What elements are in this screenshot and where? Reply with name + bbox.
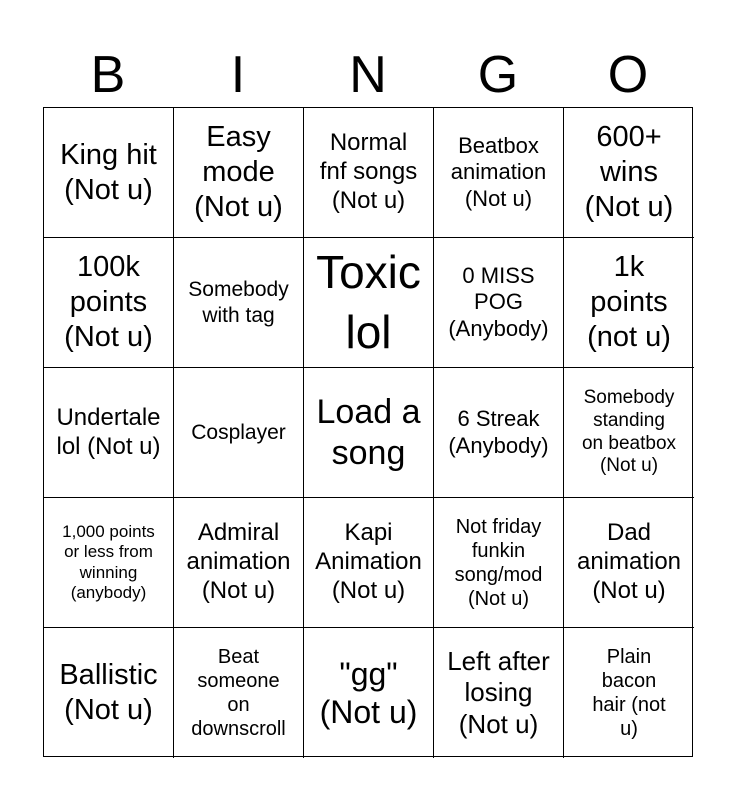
bingo-cell-r4c4[interactable] — [434, 498, 564, 628]
bingo-cell-label: Dad animation (Not u) — [576, 519, 682, 604]
bingo-cell-label: Normal fnf songs (Not u) — [319, 129, 418, 214]
bingo-cell-label: Somebody standing on beatbox (Not u) — [581, 386, 677, 477]
bingo-cell-label: 6 Streak (Anybody) — [448, 406, 549, 458]
bingo-cell-label: Somebody with tag — [188, 278, 289, 327]
bingo-cell-r2c5[interactable] — [564, 238, 694, 368]
bingo-cell-r2c1[interactable] — [44, 238, 174, 368]
bingo-header — [43, 44, 693, 106]
bingo-cell-label: Beatbox animation (Not u) — [450, 132, 547, 211]
bingo-cell-r5c4[interactable] — [434, 628, 564, 758]
bingo-cell-r3c1[interactable] — [44, 368, 174, 498]
bingo-cell-r1c2[interactable] — [174, 108, 304, 238]
bingo-cell-label: Plain bacon hair (not u) — [592, 646, 666, 740]
bingo-cell-r2c4[interactable] — [434, 238, 564, 368]
bingo-cell-label: 600+ wins (Not u) — [584, 121, 674, 223]
bingo-cell-label: Load a song — [316, 392, 421, 472]
bingo-cell-r4c5[interactable] — [564, 498, 694, 628]
bingo-cell-label: Undertale lol (Not u) — [56, 403, 161, 460]
bingo-cell-r5c5[interactable] — [564, 628, 694, 758]
bingo-cell-label: Kapi Animation (Not u) — [315, 519, 422, 604]
bingo-cell-label: 100k points (Not u) — [64, 251, 153, 353]
bingo-cell-r1c3[interactable] — [304, 108, 434, 238]
bingo-cell-r4c2[interactable] — [174, 498, 304, 628]
bingo-cell-r3c2[interactable] — [174, 368, 304, 498]
bingo-cell-label: Not friday funkin song/mod (Not u) — [454, 515, 543, 610]
bingo-cell-label: Beat someone on downscroll — [191, 646, 286, 740]
bingo-cell-label: 1,000 points or less from winning (anybody) — [62, 521, 155, 602]
bingo-cell-r4c3[interactable] — [304, 498, 434, 628]
header-letter-g: G — [477, 46, 519, 104]
bingo-grid — [43, 107, 693, 757]
bingo-cell-r1c4[interactable] — [434, 108, 564, 238]
bingo-cell-r2c3[interactable] — [304, 238, 434, 368]
header-letter-b: B — [90, 46, 126, 104]
bingo-cell-r1c5[interactable] — [564, 108, 694, 238]
bingo-cell-r3c4[interactable] — [434, 368, 564, 498]
header-letter-n: N — [349, 46, 387, 104]
bingo-cell-label: "gg" (Not u) — [319, 655, 418, 730]
bingo-cell-label: Left after losing (Not u) — [447, 646, 550, 739]
bingo-cell-r4c1[interactable] — [44, 498, 174, 628]
bingo-cell-label: Toxic lol — [316, 245, 421, 358]
bingo-cell-r1c1[interactable] — [44, 108, 174, 238]
bingo-cell-r3c5[interactable] — [564, 368, 694, 498]
bingo-cell-label: Ballistic (Not u) — [59, 659, 158, 726]
bingo-cell-r5c1[interactable] — [44, 628, 174, 758]
bingo-cell-label: Cosplayer — [191, 420, 286, 444]
bingo-cell-label: Easy mode (Not u) — [194, 121, 283, 223]
bingo-cell-r3c3[interactable] — [304, 368, 434, 498]
bingo-cell-label: 0 MISS POG (Anybody) — [448, 262, 549, 341]
header-letter-i: I — [230, 46, 246, 104]
header-letter-o: O — [607, 46, 649, 104]
bingo-cell-r5c3[interactable] — [304, 628, 434, 758]
bingo-cell-label: 1k points (not u) — [587, 251, 671, 353]
bingo-cell-r5c2[interactable] — [174, 628, 304, 758]
bingo-cell-r2c2[interactable] — [174, 238, 304, 368]
bingo-cell-label: King hit (Not u) — [60, 138, 157, 206]
bingo-cell-label: Admiral animation (Not u) — [186, 519, 291, 604]
